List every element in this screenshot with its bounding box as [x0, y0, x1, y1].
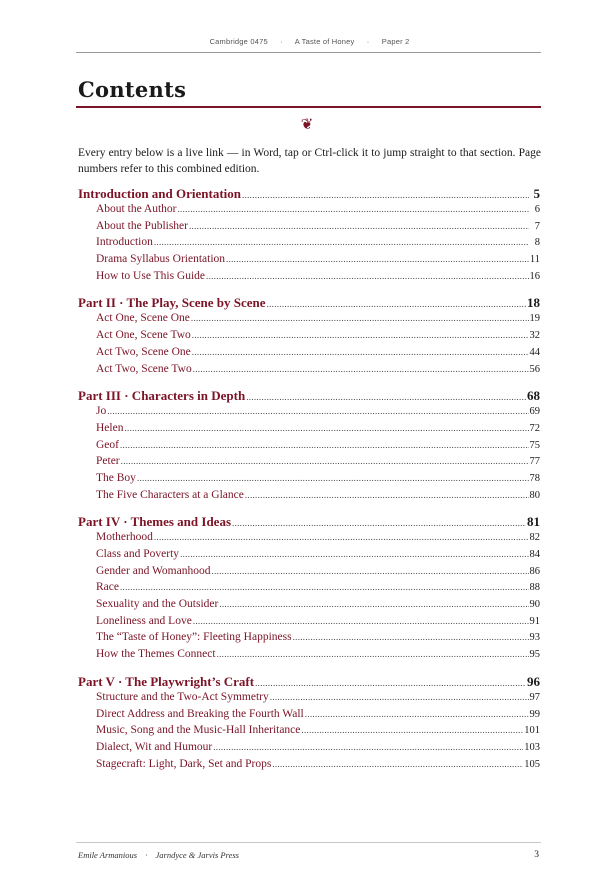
toc-entry-label: Race — [96, 581, 119, 594]
dot-leader — [189, 220, 529, 232]
dot-leader — [226, 253, 529, 265]
toc-entry-label: Jo — [96, 405, 107, 418]
toc-entry-label: Helen — [96, 421, 124, 434]
toc-entry-label: About the Author — [96, 203, 177, 215]
toc-entry-link[interactable] — [78, 691, 540, 708]
toc-page-number: 93 — [529, 632, 540, 644]
dot-leader — [255, 674, 526, 686]
toc-entry-link[interactable] — [78, 489, 540, 506]
toc-page-number: 18 — [527, 295, 540, 311]
toc-page-number: 16 — [529, 270, 540, 282]
footer-separator: · — [145, 850, 148, 860]
toc-page-number: 72 — [529, 422, 540, 434]
dot-leader — [107, 405, 528, 417]
footer-author: Emile Armanious — [78, 850, 138, 860]
toc-page-number: 6 — [534, 204, 540, 215]
toc-entry-label: Peter — [96, 455, 120, 468]
dot-leader — [272, 758, 523, 770]
dot-leader — [211, 565, 528, 577]
toc-entry-label: Motherhood — [96, 531, 153, 544]
running-header — [78, 37, 541, 46]
toc-entry-link[interactable] — [78, 758, 540, 775]
toc-page-number: 19 — [529, 313, 540, 325]
toc-page-number: 44 — [529, 346, 540, 358]
footer-publisher: Jarndyce & Jarvis Press — [155, 850, 239, 860]
toc-page-number: 88 — [529, 582, 540, 594]
header-rule — [76, 52, 541, 53]
dot-leader — [124, 422, 528, 434]
dot-leader — [213, 741, 523, 753]
toc-part-title: Part III · Characters in Depth — [78, 388, 246, 404]
toc-entry-label: The Boy — [96, 471, 136, 484]
dot-leader — [120, 439, 529, 451]
dot-leader — [192, 346, 529, 358]
toc-entry-link[interactable] — [78, 598, 540, 615]
toc-page-number: 80 — [529, 489, 540, 501]
dot-leader — [217, 648, 529, 660]
toc-part-link[interactable] — [78, 514, 540, 531]
toc-entry-link[interactable] — [78, 253, 540, 270]
toc-page-number: 32 — [529, 330, 540, 342]
toc-page-number: 56 — [529, 363, 540, 375]
toc-page-number: 78 — [529, 472, 540, 484]
toc-entry-link[interactable] — [78, 270, 540, 287]
toc-entry-link[interactable] — [78, 648, 540, 665]
toc-part-link[interactable] — [78, 674, 540, 691]
dot-leader — [267, 295, 526, 307]
toc-entry-label: Class and Poverty — [96, 548, 180, 560]
dot-leader — [305, 708, 529, 720]
toc-entry-label: Loneliness and Love — [96, 614, 192, 627]
footer-credits — [78, 850, 239, 860]
toc-entry-link[interactable] — [78, 203, 540, 220]
dot-leader — [242, 186, 529, 198]
toc-entry-label: The Five Characters at a Glance — [96, 488, 244, 501]
header-paper: Paper 2 — [381, 37, 410, 46]
toc-entry-link[interactable] — [78, 455, 540, 472]
toc-page-number: 95 — [529, 649, 540, 661]
dot-leader — [193, 615, 529, 627]
toc-entry-link[interactable] — [78, 724, 540, 741]
toc-entry-link[interactable] — [78, 220, 540, 237]
toc-part-link[interactable] — [78, 186, 540, 203]
dot-leader — [293, 631, 529, 643]
toc-entry-link[interactable] — [78, 405, 540, 422]
dot-leader — [245, 489, 529, 501]
toc-entry-link[interactable] — [78, 439, 540, 456]
toc-page-number: 91 — [529, 615, 540, 627]
dot-leader — [246, 388, 526, 400]
toc-page-number: 75 — [529, 439, 540, 451]
toc-part-link[interactable] — [78, 295, 540, 312]
toc-page-number: 103 — [524, 741, 540, 753]
toc-page-number: 86 — [529, 565, 540, 577]
toc-entry-label: Act Two, Scene One — [96, 345, 191, 358]
toc-page-number: 84 — [529, 549, 540, 560]
toc-entry-link[interactable] — [78, 615, 540, 632]
toc-page-number: 97 — [529, 691, 540, 703]
toc-page-number: 99 — [529, 708, 540, 720]
toc-entry-link[interactable] — [78, 312, 540, 329]
dot-leader — [270, 691, 529, 703]
page-title: Contents — [78, 77, 187, 102]
toc-entry-label: Drama Syllabus Orientation — [96, 253, 226, 266]
title-rule — [76, 106, 541, 108]
toc-page-number: 90 — [529, 599, 540, 611]
toc-part-title: Part V · The Playwright’s Craft — [78, 673, 255, 689]
toc-entry-link[interactable] — [78, 708, 540, 725]
toc-entry-link[interactable] — [78, 422, 540, 439]
toc-entry-link[interactable] — [78, 363, 540, 380]
toc-entry-label: Act One, Scene One — [96, 312, 190, 325]
toc-page-number: 69 — [529, 406, 540, 418]
table-of-contents — [78, 185, 540, 774]
toc-page-number: 7 — [534, 220, 540, 232]
dot-leader — [191, 312, 529, 324]
dot-leader — [206, 270, 528, 282]
toc-entry-label: How the Themes Connect — [96, 648, 216, 661]
fleuron-ornament-icon: ❦ — [300, 115, 314, 133]
toc-page-number: 5 — [533, 186, 540, 201]
toc-part-title: Part II · The Play, Scene by Scene — [78, 295, 266, 311]
dot-leader — [137, 472, 529, 484]
dot-leader — [301, 724, 523, 736]
toc-page-number: 77 — [529, 456, 540, 468]
toc-page-number: 11 — [529, 254, 540, 266]
toc-part-link[interactable] — [78, 388, 540, 405]
toc-entry-link[interactable] — [78, 472, 540, 489]
toc-entry-link[interactable] — [78, 236, 540, 253]
dot-leader — [154, 236, 529, 248]
toc-entry-label: Gender and Womanhood — [96, 564, 211, 577]
dot-leader — [178, 203, 530, 215]
toc-entry-link[interactable] — [78, 741, 540, 758]
toc-page-number: 81 — [527, 514, 540, 530]
dot-leader — [192, 329, 529, 341]
toc-entry-link[interactable] — [78, 329, 540, 346]
header-text-title: A Taste of Honey — [294, 37, 355, 46]
toc-entry-link[interactable] — [78, 548, 540, 565]
toc-entry-label: Direct Address and Breaking the Fourth Wall — [96, 707, 304, 720]
toc-entry-label: The “Taste of Honey”: Fleeting Happiness — [96, 631, 292, 644]
toc-entry-label: How to Use This Guide — [96, 269, 206, 282]
dot-leader — [219, 598, 528, 610]
dot-leader — [180, 548, 528, 560]
dot-leader — [232, 514, 526, 526]
toc-entry-link[interactable] — [78, 346, 540, 363]
toc-page-number: 105 — [524, 758, 540, 770]
toc-entry-label: Sexuality and the Outsider — [96, 598, 219, 611]
toc-entry-link[interactable] — [78, 581, 540, 598]
toc-page-number: 96 — [527, 673, 540, 689]
toc-entry-label: Structure and the Two-Act Symmetry — [96, 690, 269, 703]
toc-part-title: Part IV · Themes and Ideas — [78, 514, 232, 530]
dot-leader — [154, 531, 529, 543]
toc-entry-label: Dialect, Wit and Humour — [96, 740, 213, 753]
toc-entry-label: Introduction — [96, 236, 153, 249]
toc-entry-label: Act Two, Scene Two — [96, 362, 192, 375]
toc-entry-link[interactable] — [78, 531, 540, 548]
intro-paragraph: Every entry below is a live link — in Word, tap or Ctrl-click it to jump straight to that section. Page numbers refer to this combined edition. — [78, 147, 541, 175]
toc-page-number: 8 — [534, 237, 540, 249]
toc-part-title: Introduction and Orientation — [78, 186, 242, 201]
toc-entry-label: Geof — [96, 438, 119, 451]
toc-entry-label: About the Publisher — [96, 219, 188, 232]
toc-entry-link[interactable] — [78, 631, 540, 648]
toc-entry-label: Stagecraft: Light, Dark, Set and Props — [96, 757, 272, 770]
toc-page-number: 68 — [527, 388, 540, 404]
header-separator: · — [366, 37, 370, 46]
page-number: 3 — [534, 850, 539, 860]
toc-entry-label: Music, Song and the Music-Hall Inheritance — [96, 724, 301, 737]
dot-leader — [121, 455, 529, 467]
toc-entry-link[interactable] — [78, 565, 540, 582]
toc-page-number: 82 — [529, 532, 540, 544]
dot-leader — [120, 581, 529, 593]
dot-leader — [193, 363, 529, 375]
footer-rule — [76, 842, 541, 843]
toc-entry-label: Act One, Scene Two — [96, 329, 191, 342]
header-separator: · — [280, 37, 283, 46]
toc-page-number: 101 — [524, 725, 540, 737]
header-course: Cambridge 0475 — [209, 37, 268, 46]
